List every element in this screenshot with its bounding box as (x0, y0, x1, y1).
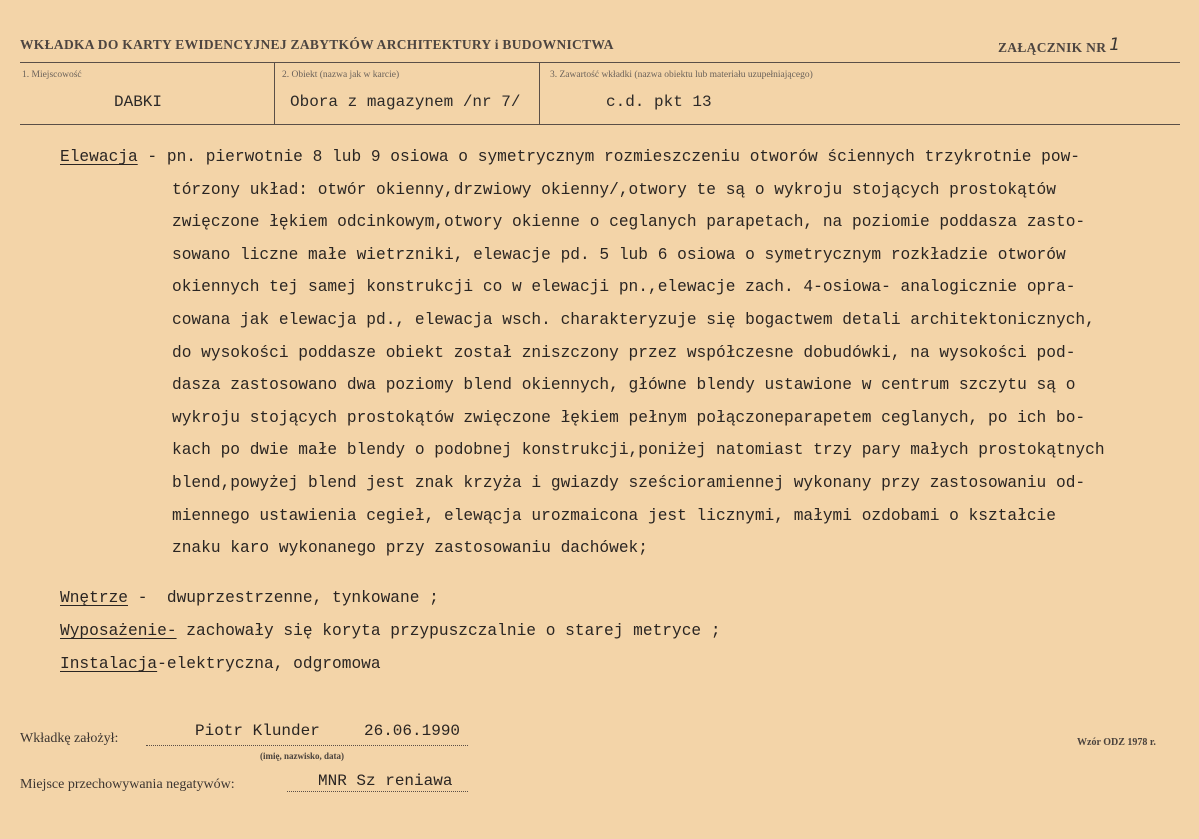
wnetrze-label: Wnętrze (60, 589, 128, 607)
storage-dotted-line (287, 791, 468, 792)
text-line: kach po dwie małe blendy o podobnej konstrukcji,poniżej natomiast trzy pary małych prostokątnych (172, 441, 1105, 460)
founder-hint: (imię, nazwisko, data) (260, 751, 344, 761)
text-line: pn. pierwotnie 8 lub 9 osiowa o symetrycznym rozmieszczeniu otworów ściennych trzykrotnie pow- (166, 148, 1080, 166)
instalacja-row (60, 655, 381, 673)
text-line: cowana jak elewacja pd., elewacja wsch. charakteryzuje się bogactwem detali architektonicznych, (172, 310, 1095, 329)
wyposazenie-text: zachowały się koryta przypuszczalnie o starej metryce ; (176, 622, 721, 640)
founder-name: Piotr Klunder (195, 722, 320, 740)
instalacja-text: -elektryczna, odgromowa (157, 655, 381, 673)
header-rule (20, 62, 1180, 63)
text-line: dasza zastosowano dwa poziomy blend okiennych, główne blendy ustawione w centrum szczytu są o (172, 376, 1076, 395)
wnetrze-row (60, 589, 439, 607)
field-divider-1 (274, 62, 275, 124)
wnetrze-separator: - (128, 589, 167, 607)
field-1-value: DABKI (114, 93, 163, 111)
attachment-number (998, 37, 1120, 57)
elewacja-line-1 (60, 141, 1160, 174)
field-3-label: 3. Zawartość wkładki (nazwa obiektu lub materiału uzupełniającego) (550, 70, 813, 80)
founder-dotted-line (146, 745, 468, 746)
text-line: tórzony układ: otwór okienny,drzwiowy okienny/,otwory te są o wykroju stojących prostokątów (172, 180, 1056, 199)
field-3-value: c.d. pkt 13 (606, 93, 712, 111)
text-line: znaku karo wykonanego przy zastosowaniu dachówek; (172, 539, 648, 558)
field-2-value: Obora z magazynem /nr 7/ (290, 93, 521, 111)
wyposazenie-label: Wyposażenie- (60, 622, 177, 640)
text-line: blend,powyżej blend jest znak krzyża i gwiazdy sześcioramiennej wykonany przy zastosowaniu od- (172, 473, 1086, 492)
storage-value: MNR Sz reniawa (318, 772, 453, 790)
attachment-number-value: 1 (1109, 35, 1121, 55)
wnetrze-text: dwuprzestrzenne, tynkowane ; (166, 589, 439, 607)
attachment-label: ZAŁĄCZNIK NR (998, 40, 1107, 55)
founder-date: 26.06.1990 (364, 722, 461, 740)
elevation-description (60, 141, 1160, 565)
text-line: wykroju stojących prostokątów zwięczone łękiem pełnym połączoneparapetem ceglanych, po ich bo- (172, 408, 1086, 427)
elewacja-label: Elewacja (60, 148, 138, 166)
wyposazenie-row (60, 622, 721, 640)
card-title: WKŁADKA DO KARTY EWIDENCYJNEJ ZABYTKÓW ARCHITEKTURY i BUDOWNICTWA (20, 37, 614, 52)
text-line: sowano liczne małe wietrzniki, elewacje pd. 5 lub 6 osiowa o symetrycznym rozkładzie otworów (172, 245, 1066, 264)
storage-label: Miejsce przechowywania negatywów: (20, 777, 235, 792)
form-code: Wzór ODZ 1978 r. (1077, 737, 1156, 748)
field-divider-2 (539, 62, 540, 124)
instalacja-label: Instalacja (60, 655, 158, 673)
text-line: okiennych tej samej konstrukcji co w elewacji pn.,elewacje zach. 4-osiowa- analogicznie opra- (172, 278, 1076, 297)
fields-rule (20, 124, 1180, 125)
text-line: zwięczone łękiem odcinkowym,otwory okienne o ceglanych parapetach, na poziomie poddasza zasto- (172, 213, 1086, 232)
text-line: do wysokości poddasze obiekt został zniszczony przez współczesne dobudówki, na wysokości pod- (172, 343, 1076, 362)
founder-label: Wkładkę założył: (20, 731, 119, 746)
field-2-label: 2. Obiekt (nazwa jak w karcie) (282, 70, 400, 80)
text-line: miennego ustawienia cegieł, elewącja urozmaicona jest licznymi, małymi ozdobami o kształcie (172, 506, 1056, 525)
field-1-label: 1. Miejscowość (22, 70, 82, 80)
elewacja-separator: - (137, 148, 167, 166)
